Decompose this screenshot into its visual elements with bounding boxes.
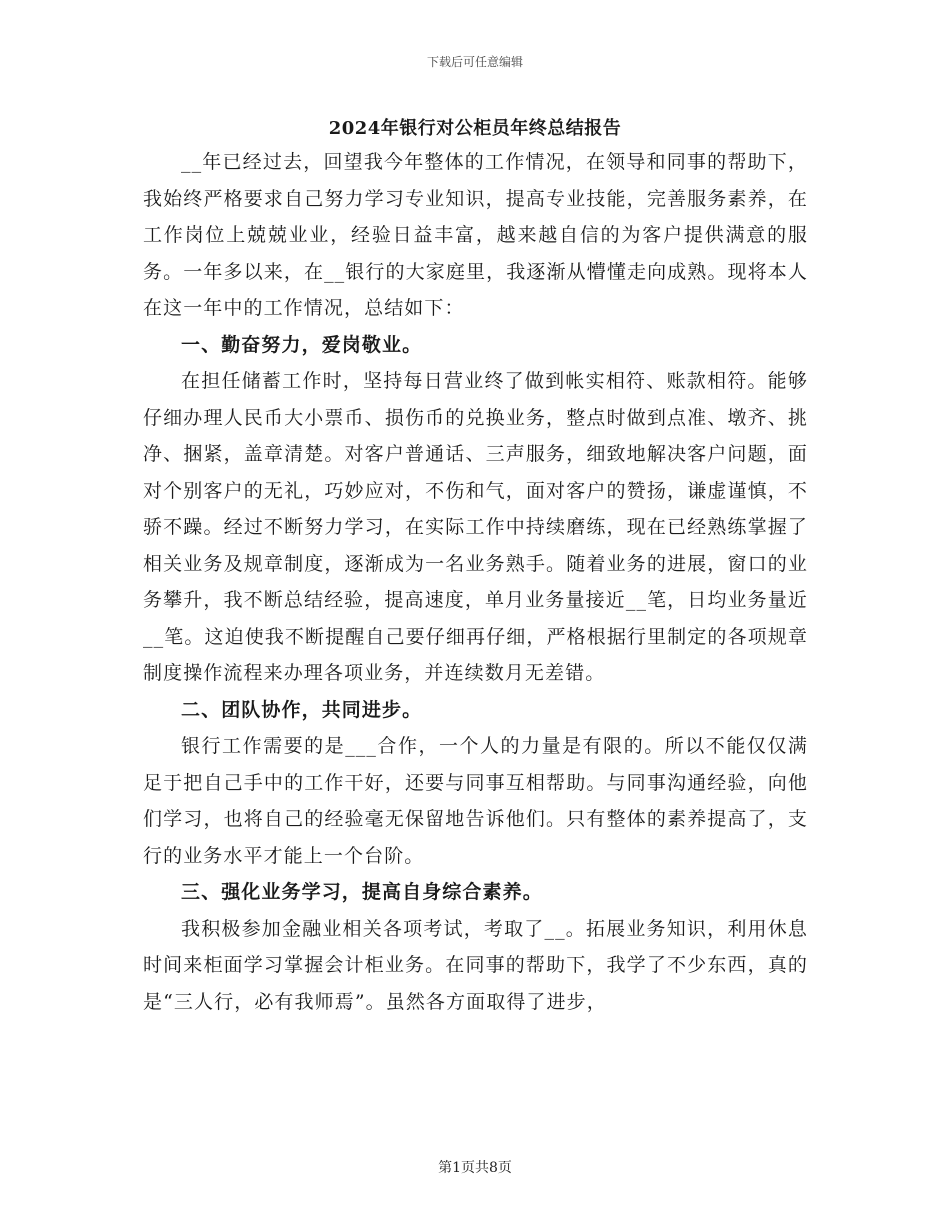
- intro-paragraph: __年已经过去，回望我今年整体的工作情况，在领导和同事的帮助下，我始终严格要求自己努力学习专业知识，提高专业技能，完善服务素养，在工作岗位上兢兢业业，经验日益丰富，越来越自信的为客户提供满意的服务。一年多以来，在__银行的大家庭里，我逐渐从懵懂走向成熟。现将本人在这一年中的工作情况，总结如下：: [143, 151, 808, 319]
- section-heading-1: 一、勤奋努力，爱岗敬业。: [181, 333, 423, 356]
- document-title: 2024年银行对公柜员年终总结报告: [328, 118, 622, 139]
- document-body: [143, 144, 808, 1020]
- section-heading-2: 二、团队协作，共同进步。: [181, 698, 423, 721]
- section-3-paragraph: 我积极参加金融业相关各项考试，考取了__。拓展业务知识，利用休息时间来柜面学习掌握会计柜业务。在同事的帮助下，我学了不少东西，真的是“三人行，必有我师焉”。虽然各方面取得了进步，: [143, 917, 808, 1013]
- header-note: 下载后可任意编辑: [426, 55, 523, 69]
- section-2-paragraph: 银行工作需要的是___合作，一个人的力量是有限的。所以不能仅仅满足于把自己手中的工作干好，还要与同事互相帮助。与同事沟通经验，向他们学习，也将自己的经验毫无保留地告诉他们。只有整体的素养提高了，支行的业务水平才能上一个台阶。: [143, 735, 808, 867]
- section-1-paragraph: 在担任储蓄工作时，坚持每日营业终了做到帐实相符、账款相符。能够仔细办理人民币大小票币、损伤币的兑换业务，整点时做到点准、墩齐、挑净、捆紧，盖章清楚。对客户普通话、三声服务，细致地解决客户问题，面对个别客户的无礼，巧妙应对，不伤和气，面对客户的赞扬，谦虚谨慎，不骄不躁。经过不断努力学习，在实际工作中持续磨练，现在已经熟练掌握了相关业务及规章制度，逐渐成为一名业务熟手。随着业务的进展，窗口的业务攀升，我不断总结经验，提高速度，单月业务量接近__笔，日均业务量近__笔。这迫使我不断提醒自己要仔细再仔细，严格根据行里制定的各项规章制度操作流程来办理各项业务，并连续数月无差错。: [143, 370, 808, 684]
- page-number: 第1页共8页: [438, 1160, 512, 1176]
- section-heading-3: 三、强化业务学习，提高自身综合素养。: [181, 881, 543, 903]
